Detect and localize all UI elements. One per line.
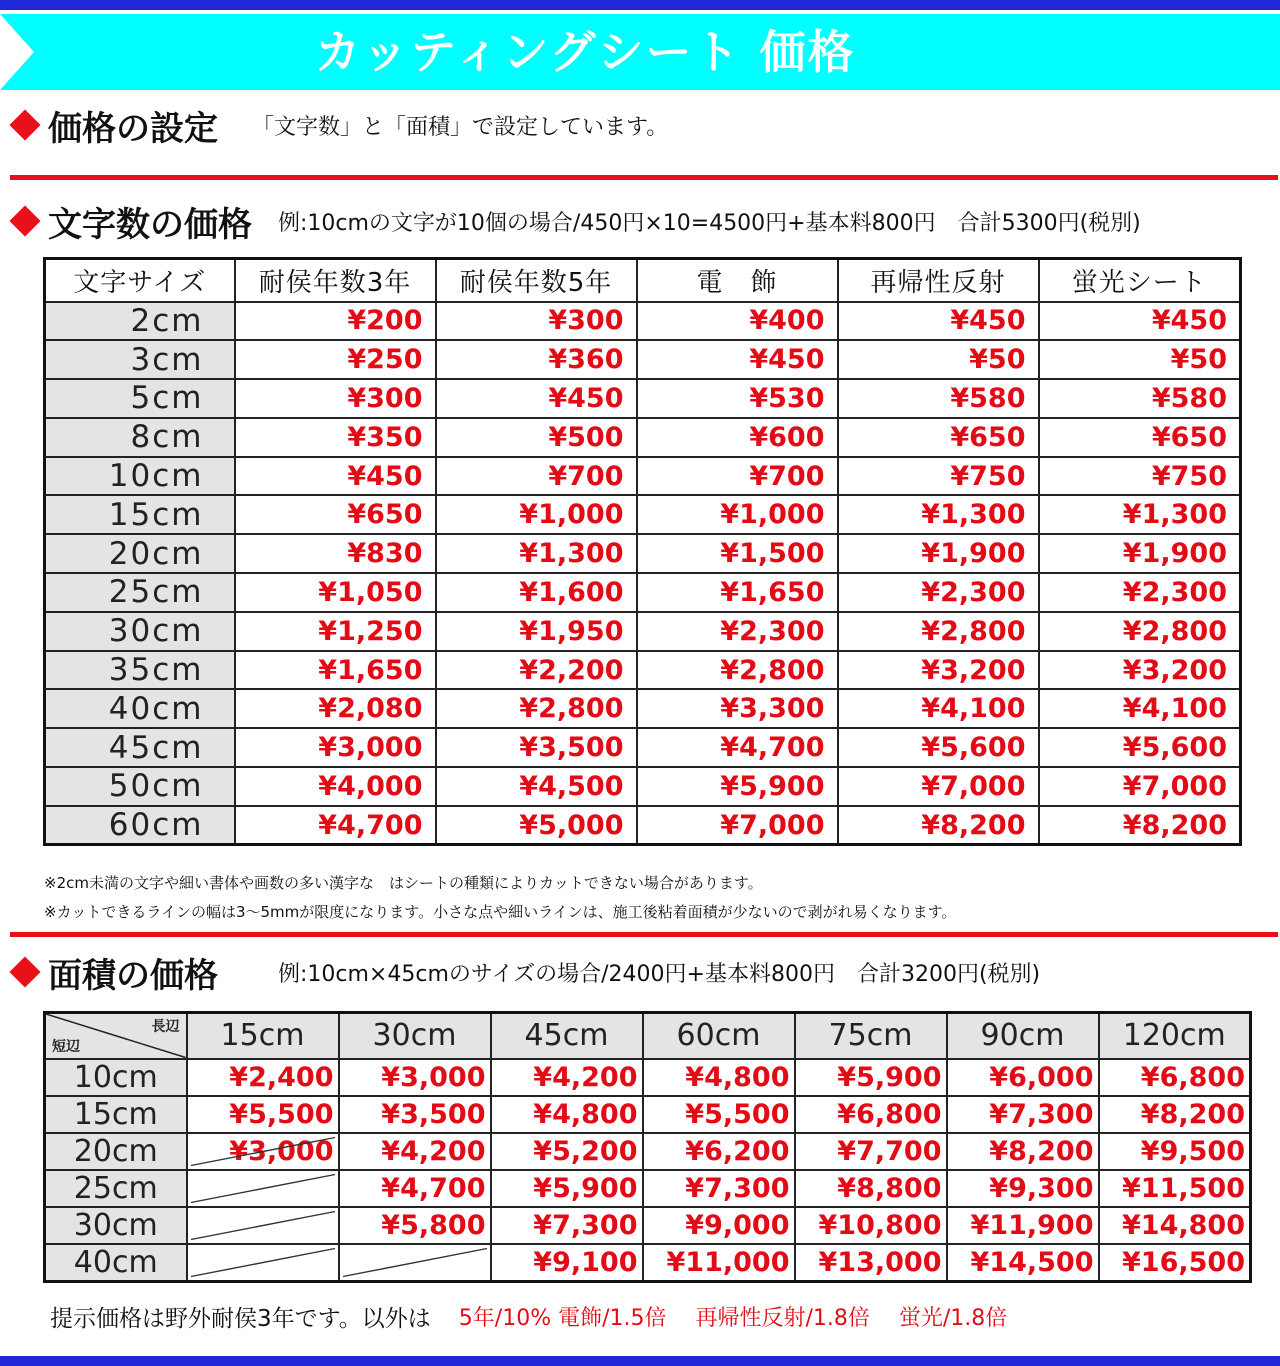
- price-value: ¥6,800: [837, 1098, 942, 1130]
- price-value: ¥4,800: [685, 1061, 790, 1093]
- price-cell: ¥8,200: [1039, 806, 1241, 845]
- unavailable-cell: [187, 1244, 339, 1282]
- section-divider: [10, 175, 1278, 180]
- price-cell: [947, 1170, 1099, 1207]
- diamond-bullet-icon: [9, 956, 40, 987]
- price-value: ¥4,200: [381, 1135, 486, 1167]
- price-cell: [795, 1207, 947, 1244]
- price-cell: ¥2,300: [1039, 573, 1241, 612]
- note-line: ※カットできるラインの幅は3～5mmが限度になります。小さな点や細いラインは、施工後粘着面積が少ないので剥がれ易くなります。: [44, 903, 957, 921]
- price-value: ¥5,800: [381, 1209, 486, 1241]
- price-cell: ¥450: [235, 457, 436, 496]
- table-row: [45, 457, 1241, 496]
- size-label: 15cm: [45, 1096, 187, 1133]
- bottom-border-bar: [0, 1356, 1280, 1366]
- size-label: 8cm: [45, 418, 235, 457]
- size-label: 25cm: [45, 1170, 187, 1207]
- price-value: ¥5,900: [533, 1172, 638, 1204]
- price-cell: [1099, 1096, 1251, 1133]
- price-cell: ¥2,800: [838, 612, 1039, 651]
- price-cell: ¥50: [838, 340, 1039, 379]
- unavailable-slash: [188, 1245, 338, 1280]
- price-cell: ¥3,200: [1039, 651, 1241, 690]
- size-label: 25cm: [45, 573, 235, 612]
- area-price-table: [43, 1011, 1252, 1283]
- footer-rates-text: 5年/10% 電飾/1.5倍 再帰性反射/1.8倍 蛍光/1.8倍: [458, 1305, 1008, 1331]
- price-cell: ¥2,080: [235, 689, 436, 728]
- size-label: 10cm: [45, 1059, 187, 1096]
- price-cell: ¥500: [436, 418, 637, 457]
- char-size-price-table: [43, 257, 1242, 846]
- price-cell: [795, 1170, 947, 1207]
- table-header-row: [45, 1013, 1251, 1059]
- column-header: 蛍光シート: [1039, 259, 1241, 302]
- price-cell: ¥7,000: [838, 767, 1039, 806]
- column-header: 90cm: [947, 1013, 1099, 1059]
- price-cell: ¥700: [436, 457, 637, 496]
- price-cell: ¥1,000: [436, 495, 637, 534]
- title-banner: [0, 14, 1280, 90]
- price-cell: [643, 1133, 795, 1170]
- column-header: 再帰性反射: [838, 259, 1039, 302]
- price-value: ¥8,200: [989, 1135, 1094, 1167]
- price-cell: ¥750: [838, 457, 1039, 496]
- column-header: 耐侯年数5年: [436, 259, 637, 302]
- price-cell: ¥450: [637, 340, 838, 379]
- size-label: 35cm: [45, 651, 235, 690]
- price-value: ¥7,300: [989, 1098, 1094, 1130]
- column-header: 文字サイズ: [45, 259, 235, 302]
- pricing-basis-description: 「文字数」と「面積」で設定しています。: [252, 114, 669, 140]
- char-price-example: 例:10cmの文字が10個の場合/450円×10=4500円+基本料800円 合計5300円(税別): [278, 210, 1141, 236]
- price-value: ¥6,200: [685, 1135, 790, 1167]
- price-value: ¥6,000: [989, 1061, 1094, 1093]
- price-cell: ¥7,000: [637, 806, 838, 845]
- price-cell: ¥1,600: [436, 573, 637, 612]
- column-header: 耐侯年数3年: [235, 259, 436, 302]
- unavailable-slash: [188, 1208, 338, 1243]
- price-cell: ¥2,800: [1039, 612, 1241, 651]
- price-value: ¥4,700: [381, 1172, 486, 1204]
- area-price-example: 例:10cm×45cmのサイズの場合/2400円+基本料800円 合計3200円(税別): [278, 961, 1041, 987]
- table-row: [45, 340, 1241, 379]
- price-cell: ¥2,200: [436, 651, 637, 690]
- price-cell: [339, 1207, 491, 1244]
- price-cell: ¥7,000: [1039, 767, 1241, 806]
- column-header: 120cm: [1099, 1013, 1251, 1059]
- price-cell: ¥530: [637, 379, 838, 418]
- footer-base-text: 提示価格は野外耐侯3年です。以外は: [50, 1305, 431, 1332]
- price-cell: ¥200: [235, 302, 436, 341]
- price-cell: [187, 1133, 339, 1170]
- price-cell: ¥450: [838, 302, 1039, 341]
- table-row: [45, 1059, 1251, 1096]
- price-cell: [339, 1096, 491, 1133]
- price-cell: ¥360: [436, 340, 637, 379]
- price-cell: [491, 1170, 643, 1207]
- price-value: ¥2,400: [229, 1061, 334, 1093]
- table-row: [45, 1207, 1251, 1244]
- size-label: 50cm: [45, 767, 235, 806]
- price-cell: [491, 1207, 643, 1244]
- price-cell: ¥5,000: [436, 806, 637, 845]
- table-row: [45, 1244, 1251, 1282]
- column-header: 75cm: [795, 1013, 947, 1059]
- price-cell: ¥1,300: [1039, 495, 1241, 534]
- price-value: ¥13,000: [818, 1246, 942, 1278]
- unavailable-cell: [187, 1170, 339, 1207]
- price-cell: [643, 1244, 795, 1282]
- area-price-title: 面積の価格: [48, 955, 218, 996]
- price-cell: [1099, 1207, 1251, 1244]
- price-cell: [795, 1096, 947, 1133]
- price-cell: ¥750: [1039, 457, 1241, 496]
- size-label: 20cm: [45, 534, 235, 573]
- price-cell: ¥1,300: [436, 534, 637, 573]
- price-value: ¥11,900: [970, 1209, 1094, 1241]
- price-cell: ¥5,900: [637, 767, 838, 806]
- pricing-basis-heading: [8, 101, 668, 149]
- price-cell: [339, 1170, 491, 1207]
- price-value: ¥5,500: [229, 1098, 334, 1130]
- diamond-bullet-icon: [9, 109, 40, 140]
- price-cell: ¥5,600: [1039, 728, 1241, 767]
- price-cell: ¥1,900: [838, 534, 1039, 573]
- table-row: [45, 689, 1241, 728]
- price-cell: ¥250: [235, 340, 436, 379]
- price-cell: [491, 1244, 643, 1282]
- price-cell: ¥4,100: [838, 689, 1039, 728]
- price-cell: ¥3,500: [436, 728, 637, 767]
- price-value: ¥4,800: [533, 1098, 638, 1130]
- price-cell: [643, 1059, 795, 1096]
- price-cell: ¥4,500: [436, 767, 637, 806]
- price-cell: [947, 1059, 1099, 1096]
- price-cell: [947, 1244, 1099, 1282]
- price-value: ¥10,800: [818, 1209, 942, 1241]
- table-row: [45, 379, 1241, 418]
- price-cell: ¥4,700: [637, 728, 838, 767]
- corner-long-label: 長辺: [151, 1019, 180, 1035]
- price-value: ¥7,300: [533, 1209, 638, 1241]
- column-header: 15cm: [187, 1013, 339, 1059]
- price-cell: ¥830: [235, 534, 436, 573]
- price-value: ¥3,500: [381, 1098, 486, 1130]
- price-cell: [491, 1133, 643, 1170]
- price-cell: ¥2,300: [838, 573, 1039, 612]
- price-value: ¥9,000: [685, 1209, 790, 1241]
- price-cell: ¥700: [637, 457, 838, 496]
- price-cell: [1099, 1244, 1251, 1282]
- price-cell: ¥1,250: [235, 612, 436, 651]
- price-cell: ¥50: [1039, 340, 1241, 379]
- price-value: ¥3,000: [229, 1135, 334, 1167]
- area-price-heading: [8, 948, 1040, 996]
- price-cell: ¥650: [838, 418, 1039, 457]
- size-label: 30cm: [45, 1207, 187, 1244]
- price-cell: [795, 1133, 947, 1170]
- column-header: 30cm: [339, 1013, 491, 1059]
- price-cell: ¥3,200: [838, 651, 1039, 690]
- price-cell: ¥8,200: [838, 806, 1039, 845]
- table-row: [45, 728, 1241, 767]
- price-cell: ¥580: [838, 379, 1039, 418]
- price-cell: ¥300: [235, 379, 436, 418]
- table-row: [45, 651, 1241, 690]
- price-cell: [1099, 1059, 1251, 1096]
- size-label: 30cm: [45, 612, 235, 651]
- size-label: 20cm: [45, 1133, 187, 1170]
- size-label: 2cm: [45, 302, 235, 341]
- diamond-bullet-icon: [9, 205, 40, 236]
- size-label: 15cm: [45, 495, 235, 534]
- price-value: ¥9,300: [989, 1172, 1094, 1204]
- price-value: ¥5,900: [837, 1061, 942, 1093]
- price-cell: [643, 1170, 795, 1207]
- size-label: 10cm: [45, 457, 235, 496]
- price-cell: ¥5,600: [838, 728, 1039, 767]
- price-cell: ¥1,000: [637, 495, 838, 534]
- price-cell: ¥1,650: [637, 573, 838, 612]
- page-title: カッティングシート 価格: [314, 25, 856, 79]
- price-cell: [187, 1096, 339, 1133]
- corner-short-label: 短辺: [52, 1038, 80, 1055]
- table-row: [45, 612, 1241, 651]
- price-cell: [795, 1059, 947, 1096]
- price-value: ¥9,100: [533, 1246, 638, 1278]
- price-value: ¥5,500: [685, 1098, 790, 1130]
- price-cell: [947, 1133, 1099, 1170]
- pricing-basis-title: 価格の設定: [48, 108, 218, 149]
- note-line: ※2cm未満の文字や細い書体や画数の多い漢字な はシートの種類によりカットできない場合があります。: [44, 874, 763, 892]
- unavailable-cell: [187, 1207, 339, 1244]
- price-cell: ¥4,700: [235, 806, 436, 845]
- column-header: 45cm: [491, 1013, 643, 1059]
- price-cell: ¥400: [637, 302, 838, 341]
- price-cell: ¥2,800: [637, 651, 838, 690]
- price-cell: [795, 1244, 947, 1282]
- price-cell: [1099, 1133, 1251, 1170]
- price-cell: [491, 1096, 643, 1133]
- table-row: [45, 1133, 1251, 1170]
- footer-note: [50, 1296, 1007, 1336]
- price-cell: [947, 1207, 1099, 1244]
- column-header: 電 飾: [637, 259, 838, 302]
- table-row: [45, 806, 1241, 845]
- price-value: ¥5,200: [533, 1135, 638, 1167]
- price-value: ¥14,800: [1122, 1209, 1245, 1241]
- price-cell: [339, 1059, 491, 1096]
- unavailable-cell: [339, 1244, 491, 1282]
- table-row: [45, 302, 1241, 341]
- price-value: ¥7,300: [685, 1172, 790, 1204]
- price-value: ¥8,200: [1140, 1098, 1245, 1130]
- price-cell: ¥1,650: [235, 651, 436, 690]
- size-label: 40cm: [45, 689, 235, 728]
- size-label: 3cm: [45, 340, 235, 379]
- price-cell: ¥1,300: [838, 495, 1039, 534]
- price-cell: ¥650: [1039, 418, 1241, 457]
- price-cell: ¥1,050: [235, 573, 436, 612]
- table-header-row: [45, 259, 1241, 302]
- price-value: ¥7,700: [837, 1135, 942, 1167]
- table-row: [45, 495, 1241, 534]
- price-cell: ¥1,900: [1039, 534, 1241, 573]
- price-cell: ¥3,300: [637, 689, 838, 728]
- top-border-bar: [0, 0, 1280, 10]
- size-label: 5cm: [45, 379, 235, 418]
- price-cell: ¥350: [235, 418, 436, 457]
- price-cell: ¥650: [235, 495, 436, 534]
- price-value: ¥11,000: [666, 1246, 790, 1278]
- price-cell: [643, 1207, 795, 1244]
- price-value: ¥14,500: [970, 1246, 1094, 1278]
- price-cell: ¥450: [436, 379, 637, 418]
- unavailable-slash: [340, 1245, 490, 1280]
- size-label: 40cm: [45, 1244, 187, 1282]
- price-cell: [947, 1096, 1099, 1133]
- table-row: [45, 1170, 1251, 1207]
- char-price-title: 文字数の価格: [48, 204, 252, 245]
- price-value: ¥9,500: [1140, 1135, 1245, 1167]
- corner-header: [45, 1013, 187, 1059]
- price-cell: ¥3,000: [235, 728, 436, 767]
- price-cell: ¥580: [1039, 379, 1241, 418]
- price-value: ¥16,500: [1122, 1246, 1245, 1278]
- table-row: [45, 418, 1241, 457]
- price-cell: ¥1,500: [637, 534, 838, 573]
- size-label: 60cm: [45, 806, 235, 845]
- price-cell: ¥450: [1039, 302, 1241, 341]
- section-divider: [10, 932, 1278, 937]
- price-cell: [491, 1059, 643, 1096]
- price-cell: ¥300: [436, 302, 637, 341]
- table-row: [45, 573, 1241, 612]
- char-price-heading: [8, 197, 1141, 245]
- strike-slash: [188, 1134, 338, 1169]
- price-value: ¥4,200: [533, 1061, 638, 1093]
- price-cell: ¥2,800: [436, 689, 637, 728]
- price-value: ¥3,000: [381, 1061, 486, 1093]
- price-cell: ¥4,000: [235, 767, 436, 806]
- table-row: [45, 534, 1241, 573]
- price-value: ¥11,500: [1122, 1172, 1245, 1204]
- price-cell: ¥600: [637, 418, 838, 457]
- size-label: 45cm: [45, 728, 235, 767]
- price-cell: [1099, 1170, 1251, 1207]
- column-header: 60cm: [643, 1013, 795, 1059]
- price-value: ¥6,800: [1140, 1061, 1245, 1093]
- price-cell: ¥2,300: [637, 612, 838, 651]
- price-value: ¥8,800: [837, 1172, 942, 1204]
- price-cell: [187, 1059, 339, 1096]
- table-row: [45, 767, 1241, 806]
- price-cell: ¥4,100: [1039, 689, 1241, 728]
- price-cell: ¥1,950: [436, 612, 637, 651]
- price-cell: [643, 1096, 795, 1133]
- price-cell: [339, 1133, 491, 1170]
- unavailable-slash: [188, 1171, 338, 1206]
- table-row: [45, 1096, 1251, 1133]
